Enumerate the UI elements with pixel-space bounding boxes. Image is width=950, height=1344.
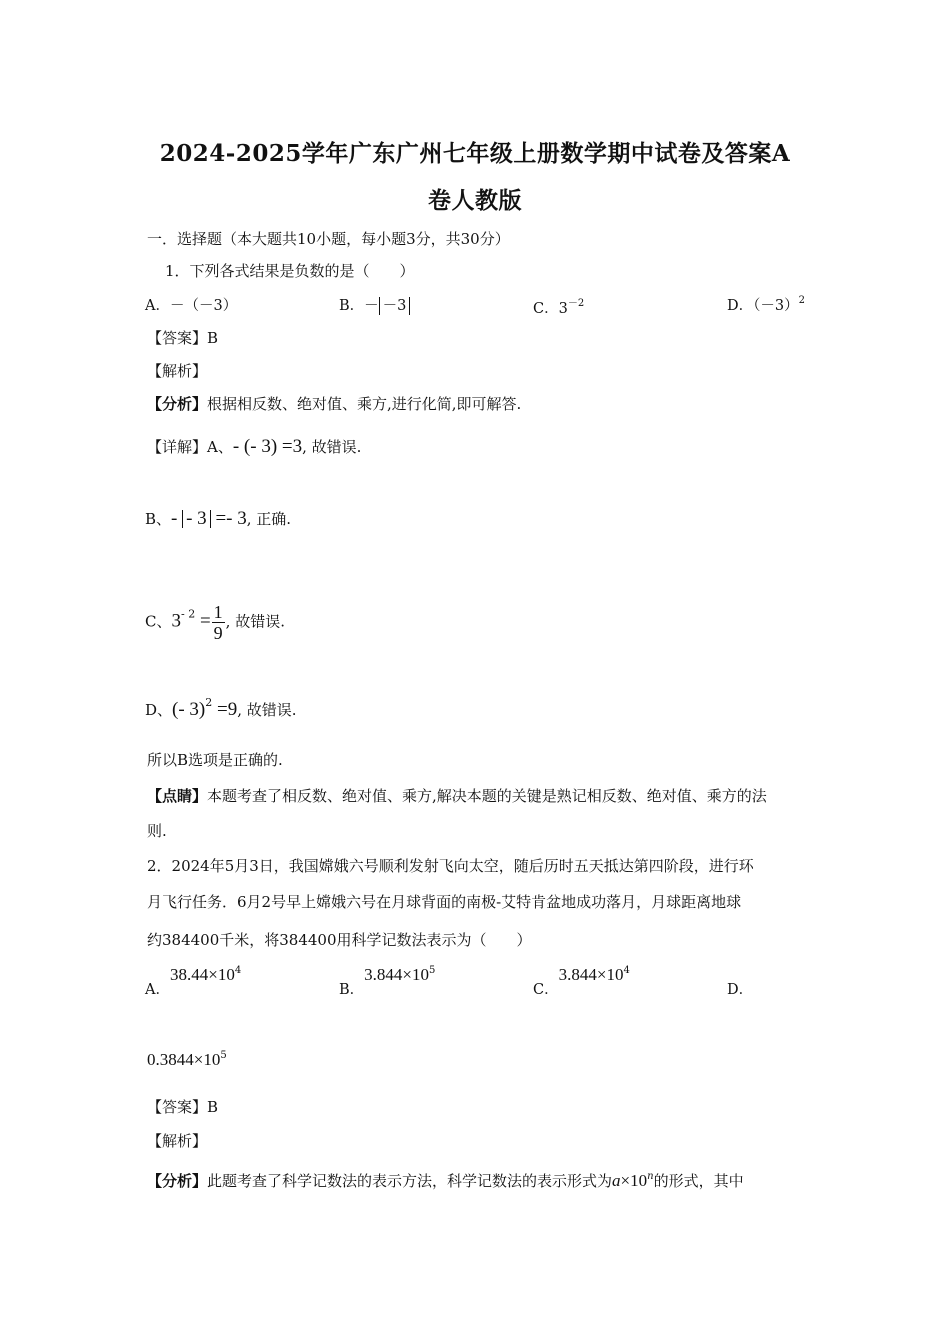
q1-option-c: [533, 294, 584, 318]
q2-option-a-exp: 4: [234, 965, 242, 976]
q1-fenxi-tag: 【分析】: [147, 395, 208, 413]
q1-detail-b-abs: - 3: [182, 510, 211, 528]
q1-option-a: [145, 294, 237, 315]
q2-option-c: [533, 964, 630, 998]
q1-detail-d-prefix: D、: [145, 701, 173, 719]
q2-option-a-mant: 38.44×10: [169, 965, 235, 984]
q1-option-d-label: D．: [727, 298, 754, 314]
q1-detail-d: [145, 696, 297, 721]
q1-option-d-text: （－3）: [753, 298, 799, 314]
q1-option-b-label: B．: [339, 298, 365, 314]
q1-option-c-exp: －2: [567, 298, 585, 309]
q2-option-a: [145, 964, 242, 998]
q1-option-d-exp: 2: [798, 295, 805, 306]
section-heading: 一．选择题（本大题共10小题，每小题3分，共30分）: [147, 230, 510, 248]
document-title-line1: 2024-2025学年广东广州七年级上册数学期中试卷及答案A: [159, 140, 791, 167]
q1-detail-a-suffix: , 故错误.: [302, 438, 362, 456]
q1-option-c-label: C．: [533, 301, 559, 317]
q1-detail-a-prefix: A、: [207, 438, 233, 456]
q2-answer: 【答案】B: [147, 1098, 219, 1116]
q2-option-d-label: D．: [727, 982, 754, 998]
q1-detail-d-post: =9: [212, 699, 238, 720]
q2-option-b-mant: 3.844×10: [364, 965, 429, 984]
q1-detail-d-exp: 2: [205, 696, 213, 709]
q1-stem: 1．下列各式结果是负数的是（ ）: [165, 262, 415, 280]
q1-detail-b: [145, 508, 291, 530]
q1-option-d: [727, 294, 805, 315]
q2-option-b: [339, 964, 436, 998]
q2-option-c-mant: 3.844×10: [558, 965, 624, 984]
q1-detail-b-post: =- 3: [210, 508, 247, 529]
q1-detail-b-pre: -: [171, 508, 183, 529]
q1-fenxi-text: 根据相反数、绝对值、乘方,进行化简,即可解答.: [207, 395, 522, 413]
q2-option-d-mant: 0.3844×10: [147, 1050, 221, 1069]
q1-detail-c-suffix: , 故错误.: [225, 612, 285, 631]
q1-detail-d-suffix: , 故错误.: [237, 701, 297, 719]
q1-dianjing-line2: 则.: [147, 822, 167, 840]
q1-detail-a: [147, 436, 361, 458]
q2-option-a-label: A．: [145, 982, 170, 998]
q2-fenxi-times: ×10: [620, 1171, 648, 1190]
q1-dianjing-text: 本题考查了相反数、绝对值、乘方,解决本题的关键是熟记相反数、绝对值、乘方的法: [207, 787, 767, 805]
q2-option-d-label-wrap: [727, 978, 753, 999]
q1-detail-d-base: (- 3): [172, 699, 206, 720]
q1-detail-tag: 【详解】: [147, 438, 208, 456]
q1-detail-c-fraction: [212, 602, 225, 643]
q2-option-b-label: B．: [339, 982, 365, 998]
q2-stem-line1: 2．2024年5月3日，我国嫦娥六号顺利发射飞向太空，随后历时五天抵达第四阶段，进行环: [147, 857, 754, 875]
q1-analysis-tag: 【解析】: [147, 362, 208, 380]
q2-fenxi-post: 的形式，其中: [653, 1172, 744, 1190]
q2-fenxi-a: a: [612, 1171, 621, 1190]
q2-option-b-exp: 5: [429, 965, 436, 976]
q2-option-d-value: [147, 1050, 227, 1070]
q2-analysis-tag: 【解析】: [147, 1132, 208, 1150]
q1-dianjing-tag: 【点睛】: [147, 787, 208, 805]
q1-detail-c-base: 3: [171, 610, 181, 632]
q1-option-a-label: A．: [145, 298, 170, 314]
q1-detail-c: [145, 602, 285, 643]
q1-conclusion: 所以B选项是正确的.: [147, 751, 283, 769]
q2-fenxi-tag: 【分析】: [147, 1172, 208, 1190]
q2-fenxi-pre: 此题考查了科学记数法的表示方法，科学记数法的表示形式为: [207, 1172, 613, 1190]
q1-detail-a-math: - (- 3) =3: [232, 436, 303, 457]
q1-dianjing-line1: [147, 785, 767, 806]
q1-option-b-abs: －3: [379, 297, 411, 315]
q1-detail-c-exp: - 2: [180, 607, 196, 621]
q1-option-b: [339, 294, 410, 315]
q2-fenxi-n: n: [647, 1171, 654, 1182]
q1-option-c-base: 3: [558, 301, 568, 317]
q2-stem-line3: 约384400千米，将384400用科学记数法表示为（ ）: [147, 931, 532, 949]
q2-option-d-exp: 5: [220, 1050, 227, 1061]
q1-fenxi: [147, 393, 521, 414]
q1-detail-c-eq: =: [195, 610, 211, 632]
q1-detail-c-den: 9: [213, 623, 223, 643]
q2-stem-line2: 月飞行任务．6月2号早上嫦娥六号在月球背面的南极-艾特肯盆地成功落月，月球距离地球: [147, 893, 742, 911]
q1-detail-b-suffix: , 正确.: [246, 510, 292, 528]
q1-option-a-text: －（－3）: [169, 298, 238, 314]
q1-detail-c-prefix: C、: [145, 612, 172, 631]
q2-option-c-exp: 4: [623, 965, 630, 976]
q2-fenxi: [147, 1170, 744, 1191]
document-title-line2: 卷人教版: [428, 187, 522, 214]
q1-detail-b-prefix: B、: [145, 510, 172, 528]
q1-detail-c-num: 1: [213, 602, 223, 622]
q2-option-c-label: C．: [533, 982, 559, 998]
q1-option-b-pre: －: [364, 298, 379, 314]
q1-answer: 【答案】B: [147, 329, 219, 347]
